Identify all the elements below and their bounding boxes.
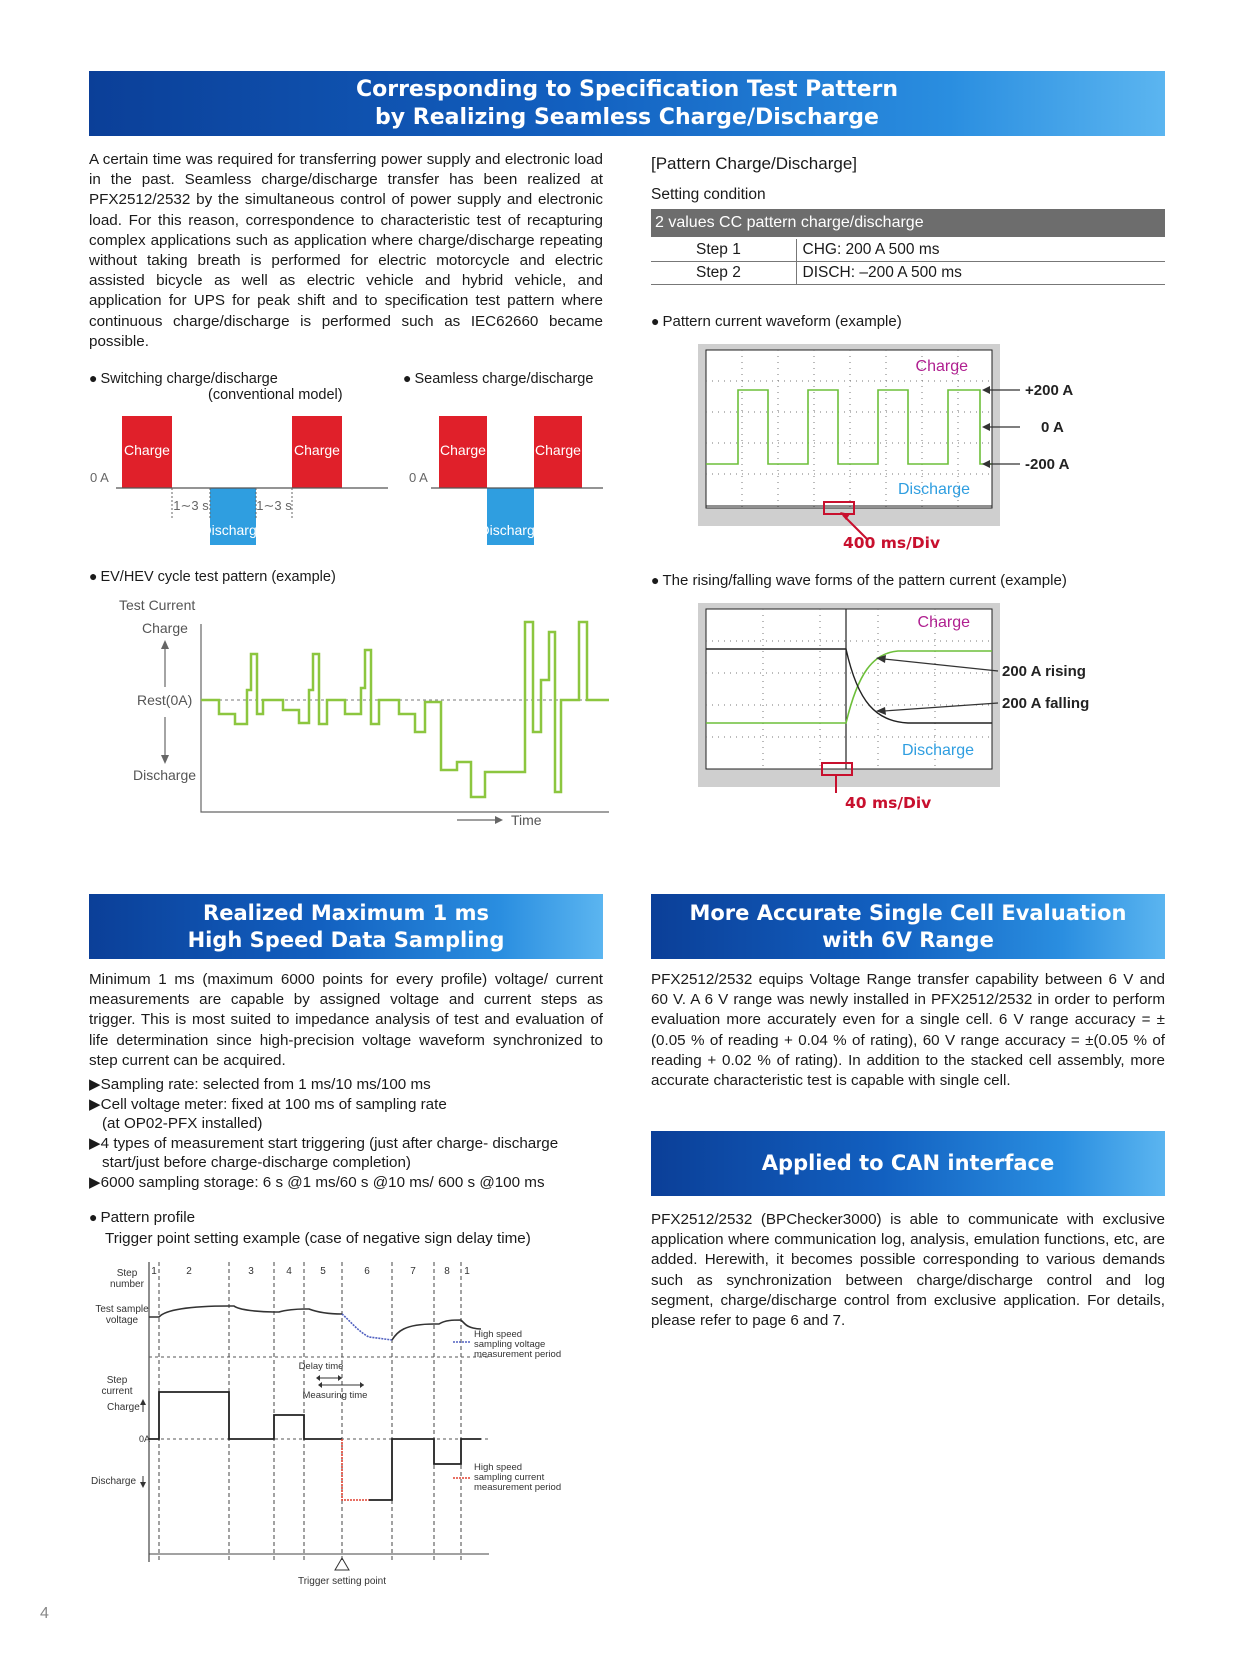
step-label: 8 [444, 1266, 450, 1277]
discharge-label: Discharge [201, 522, 265, 538]
value-cell: DISCH: –200 A 500 ms [802, 264, 962, 281]
range-paragraph: PFX2512/2532 equips Voltage Range transfer capability between 6 V and 60 V. A 6 V range was newly installed in PFX2512/2532 in order to perform evaluation more accurately even for a single cell. 6 V range accuracy = ±(0.05 % of reading + 0.04 % of rating), 60 V range accuracy = ±(0.05 % of reading + 0.02 % of rating). In addition to the stacked cell assembly, more accurate characteristic test is capable with single cell. [651, 971, 1165, 1090]
measuring-time-label: Measuring time [302, 1390, 368, 1401]
hs-voltage-trace [342, 1314, 392, 1340]
step-label: 6 [364, 1266, 370, 1277]
discharge-axis-label: Discharge [133, 767, 197, 783]
seamless-title: ● Seamless charge/discharge [403, 370, 593, 387]
charge-axis-label: Charge [142, 620, 188, 636]
discharge-label: Discharge [901, 742, 974, 759]
settings-table [651, 239, 1165, 285]
pattern-profile-subtitle: Trigger point setting example (case of negative sign delay time) [105, 1230, 531, 1247]
ev-pattern-title: ● EV/HEV cycle test pattern (example) [89, 568, 336, 585]
waveform2-title: ● The rising/falling wave forms of the pattern current (example) [651, 572, 1067, 589]
sampling-paragraph: Minimum 1 ms (maximum 6000 points for every profile) voltage/ current measurements are capable by assigned voltage and current steps as trigger. This is most suited to impedance analysis of test and evaluation of life determination since high-precision voltage waveform synchronized to step current can be acquired. [89, 971, 603, 1069]
banner-line: Corresponding to Specification Test Pattern [355, 77, 899, 102]
step-number-label: Step [116, 1268, 138, 1279]
step-current-label: Step [106, 1375, 128, 1386]
gap-label: 1∼3 s [173, 498, 209, 513]
zero-label: 0 A [1041, 419, 1064, 436]
charge-label: Charge [107, 1402, 140, 1413]
banner-line: by Realizing Seamless Charge/Discharge [375, 104, 879, 130]
charge-label: Charge [440, 442, 486, 458]
discharge-label: Discharge [479, 522, 543, 538]
section-banner-can [651, 1131, 1165, 1196]
step-label: 2 [186, 1266, 192, 1277]
rise-fall-oscilloscope [698, 603, 1118, 813]
list-item: ▶4 types of measurement start triggering (just after charge- discharge start/just before charge-discharge completion) [89, 1134, 559, 1171]
step-label: 5 [320, 1266, 326, 1277]
table-row [651, 239, 1165, 262]
banner-line: High Speed Data Sampling [187, 927, 505, 952]
list-item: ▶Sampling rate: selected from 1 ms/10 ms/100 ms [89, 1076, 431, 1093]
voltage-trace [149, 1306, 342, 1317]
step-label: 3 [248, 1266, 254, 1277]
section-banner-seamless [89, 71, 1165, 136]
pattern-profile-title: ● Pattern profile [89, 1209, 195, 1226]
svg-text:number: number [110, 1279, 144, 1290]
step-cell: Step 2 [651, 262, 796, 285]
list-item: ▶6000 sampling storage: 6 s @1 ms/60 s @10 ms/ 600 s @100 ms [89, 1173, 545, 1191]
hs-current-label: High speed [474, 1462, 523, 1473]
banner-line: Realized Maximum 1 ms [203, 901, 489, 926]
page-number: 4 [40, 1605, 49, 1622]
test-current-trace [201, 622, 609, 797]
svg-text:sampling current: sampling current [474, 1472, 545, 1483]
list-item: ▶Cell voltage meter: fixed at 100 ms of sampling rate (at OP02-PFX installed) [89, 1095, 447, 1132]
svg-text:measurement period: measurement period [474, 1349, 562, 1360]
switching-title: ● Switching charge/discharge [89, 370, 278, 387]
y-axis-title: Test Current [119, 597, 196, 613]
charge-label: Charge [294, 442, 340, 458]
charge-label: Charge [124, 442, 170, 458]
rising-label: 200 A rising [1002, 663, 1086, 680]
hs-current-trace [342, 1439, 369, 1500]
falling-label: 200 A falling [1002, 695, 1090, 712]
charge-label: Charge [917, 614, 970, 631]
timebase1: 400 ms/Div [843, 534, 941, 552]
charge-label: Charge [535, 442, 581, 458]
zero-label: 0A [139, 1434, 151, 1444]
zero-label: 0 A [90, 470, 109, 485]
table-row [651, 262, 1165, 285]
trigger-label: Trigger setting point [297, 1576, 387, 1587]
ev-pattern-chart [89, 592, 609, 842]
switching-diagram [88, 410, 388, 545]
seamless-diagram [403, 410, 603, 545]
value-cell: CHG: 200 A 500 ms [802, 241, 940, 258]
pattern-profile-diagram [89, 1262, 609, 1592]
step-label: 7 [410, 1266, 416, 1277]
zero-label: 0 A [409, 470, 428, 485]
setting-condition: Setting condition [651, 186, 766, 203]
switching-subtitle: (conventional model) [208, 387, 343, 403]
step-label: 1 [151, 1266, 157, 1277]
svg-text:current: current [101, 1386, 133, 1397]
pattern-heading: [Pattern Charge/Discharge] [651, 154, 857, 173]
svg-text:sampling voltage: sampling voltage [474, 1339, 546, 1350]
step-cell: Step 1 [651, 239, 796, 262]
time-axis-label: Time [511, 812, 542, 828]
rest-label: Rest(0A) [137, 692, 193, 708]
delay-time-label: Delay time [298, 1361, 344, 1372]
discharge-label: Discharge [91, 1476, 137, 1487]
banner-line: with 6V Range [822, 927, 994, 952]
banner-line: More Accurate Single Cell Evaluation [689, 901, 1127, 926]
charge-label: Charge [915, 358, 968, 375]
minus-label: -200 A [1025, 456, 1070, 473]
timebase2: 40 ms/Div [845, 794, 932, 812]
svg-text:measurement period: measurement period [474, 1482, 562, 1493]
section-banner-sampling [89, 894, 603, 959]
hs-voltage-label: High speed [474, 1329, 523, 1340]
gap-label: 1∼3 s [256, 498, 292, 513]
step-label: 4 [286, 1266, 292, 1277]
voltage-label: Test sample [95, 1304, 149, 1315]
intro-paragraph: A certain time was required for transferring power supply and electronic load in the past. Seamless charge/discharge transfer has been realized at PFX2512/2532 by the simultaneous control of power supply and electronic load. For this reason, correspondence to characteristic test of recapturing complex applications such as application where charge/discharge repeating without taking breath is performed for electric motorcycle and electric assisted bicycle as well as electric vehicle and hybrid vehicle, and application for UPS for peak shift and to specification test pattern where continuous charge/discharge is performed such as IEC62660 became possible. [89, 151, 603, 350]
banner-line: Applied to CAN interface [761, 1151, 1055, 1176]
sampling-list [89, 1075, 609, 1192]
discharge-label: Discharge [897, 481, 970, 498]
step-label: 1 [464, 1266, 470, 1277]
pattern-waveform-oscilloscope [698, 344, 1118, 554]
svg-text:voltage: voltage [105, 1315, 139, 1326]
can-paragraph: PFX2512/2532 (BPChecker3000) is able to communicate with exclusive application where communication log, analysis, emulation functions, etc, are added. Herewith, it becomes possible corresponding to various demands such as synchronization between charge/discharge control and log segment, charge/discharge control from exclusive application. For details, please refer to page 6 and 7. [651, 1211, 1165, 1330]
settings-table-header: 2 values CC pattern charge/discharge [651, 209, 1165, 237]
section-banner-6v [651, 894, 1165, 959]
waveform1-title: ● Pattern current waveform (example) [651, 313, 902, 330]
plus-label: +200 A [1025, 382, 1074, 399]
